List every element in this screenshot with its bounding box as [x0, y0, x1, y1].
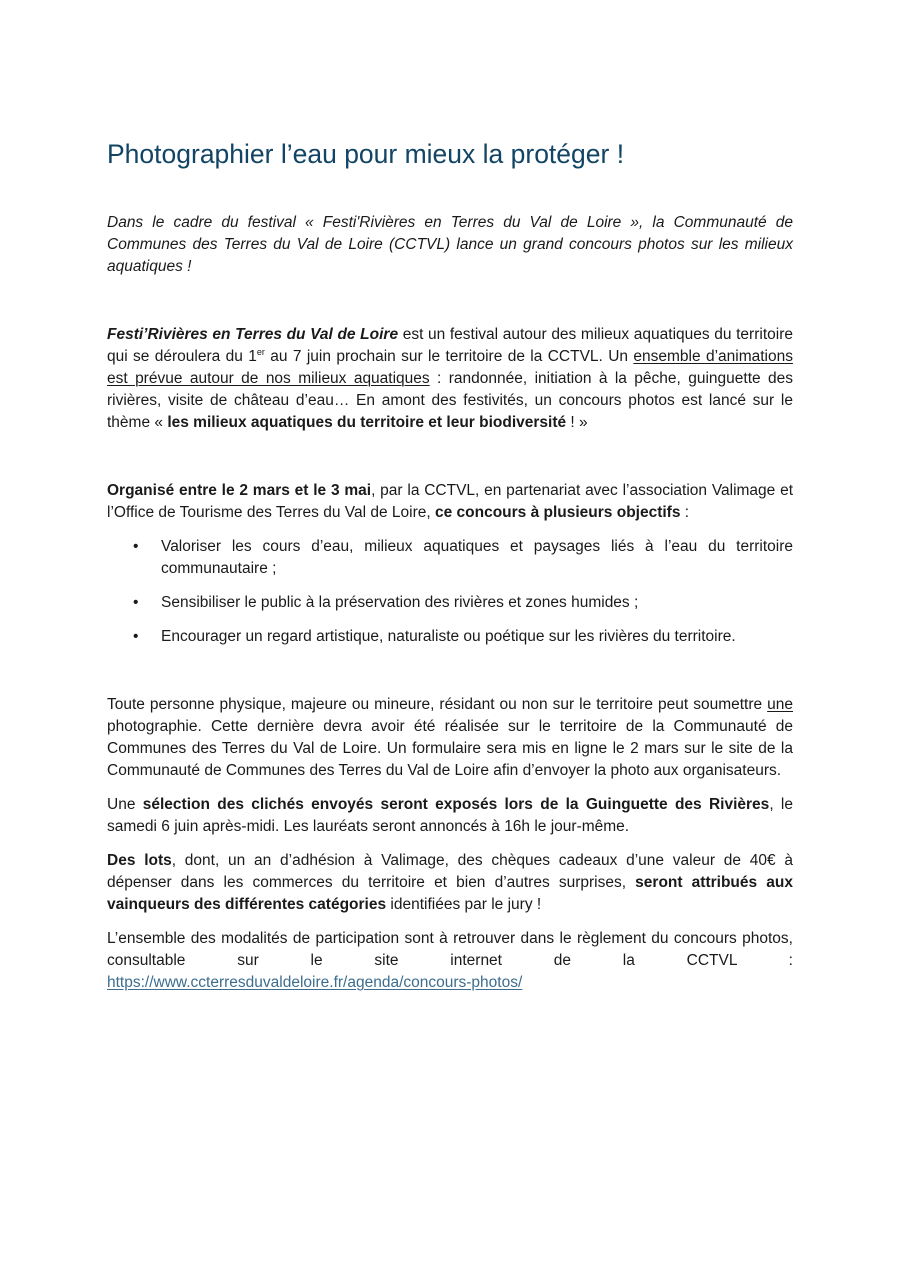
festival-text-4: ! »	[566, 414, 588, 431]
prizes-bold-1: Des lots	[107, 852, 172, 869]
list-item	[107, 592, 793, 614]
page-title: Photographier l’eau pour mieux la protéger !	[107, 139, 625, 169]
festival-name: Festi’Rivières en Terres du Val de Loire	[107, 326, 399, 343]
prizes-bold-2: seront attribués aux vainqueurs des différentes catégories	[107, 874, 793, 913]
selection-bold: sélection des clichés envoyés seront exposés lors de la Guinguette des Rivières	[142, 796, 770, 813]
rules-link-line	[107, 972, 793, 994]
rules-text: L’ensemble des modalités de participation sont à retrouver dans le règlement du concours photos, consultable sur le site internet de la CCTVL :	[107, 930, 793, 969]
organised-dates: Organisé entre le 2 mars et le 3 mai	[107, 482, 372, 499]
objective-text: Sensibiliser le public à la préservation des rivières et zones humides ;	[161, 594, 639, 611]
prizes-text-1: , dont, un an d’adhésion à Valimage, des chèques cadeaux d’une valeur de 40€ à dépenser dans les commerces du territoire et bien d’autres surprises,	[107, 852, 793, 891]
objective-text: Valoriser les cours d’eau, milieux aquatiques et paysages liés à l’eau du territoire communautaire ;	[161, 538, 793, 577]
document-content	[107, 138, 793, 994]
organised-text-2: :	[680, 504, 690, 521]
objectives-list	[107, 536, 793, 648]
intro-paragraph: Dans le cadre du festival « Festi'Rivières en Terres du Val de Loire », la Communauté de Communes des Terres du Val de Loire (CCTVL) lance un grand concours photos sur les milieux aquatiques !	[107, 214, 793, 275]
festival-text-2: au 7 juin prochain sur le territoire de la CCTVL. Un	[264, 348, 634, 365]
selection-text-1: Une	[107, 796, 143, 813]
bullet-icon: •	[133, 538, 139, 555]
objective-text: Encourager un regard artistique, naturaliste ou poétique sur les rivières du territoire.	[161, 628, 736, 645]
bullet-icon: •	[133, 628, 139, 645]
festival-sup: er	[256, 346, 265, 357]
prizes-paragraph	[107, 850, 793, 916]
festival-text-1: est un festival autour des milieux aquatiques du territoire qui se déroulera du 1	[107, 326, 793, 365]
participation-text-2: photographie. Cette dernière devra avoir été réalisée sur le territoire de la Communauté de Communes des Terres du Val de Loire. Un formulaire sera mis en ligne le 2 mars sur le site de la Communauté de Communes des Terres du Val de Loire afin d’envoyer la photo aux organisateurs.	[107, 718, 793, 779]
organised-objectives-intro: ce concours à plusieurs objectifs	[434, 504, 681, 521]
selection-paragraph	[107, 794, 793, 838]
list-item	[107, 626, 793, 648]
festival-text-3: : randonnée, initiation à la pêche, guinguette des rivières, visite de château d’eau… En amont des festivités, un concours photos est lancé sur le thème «	[107, 370, 794, 431]
organised-paragraph	[107, 480, 793, 524]
participation-underlined: une	[767, 696, 793, 713]
rules-paragraph	[107, 928, 793, 972]
organised-text-1: , par la CCTVL, en partenariat avec l’association Valimage et l’Office de Tourisme des Terres du Val de Loire,	[107, 482, 794, 521]
participation-paragraph	[107, 694, 793, 782]
participation-text-1: Toute personne physique, majeure ou mineure, résidant ou non sur le territoire peut soumettre	[107, 696, 768, 713]
prizes-text-2: identifiées par le jury !	[386, 896, 542, 913]
festival-theme: les milieux aquatiques du territoire et leur biodiversité	[167, 414, 567, 431]
list-item	[107, 536, 793, 580]
selection-text-2: , le samedi 6 juin après-midi. Les lauréats seront annoncés à 16h le jour-même.	[107, 796, 793, 835]
festival-paragraph	[107, 324, 793, 434]
bullet-icon: •	[133, 594, 139, 611]
festival-animations-underlined: ensemble d’animations est prévue autour de nos milieux aquatiques	[107, 348, 793, 387]
rules-link[interactable]: https://www.ccterresduvaldeloire.fr/agenda/concours-photos/	[107, 974, 523, 991]
